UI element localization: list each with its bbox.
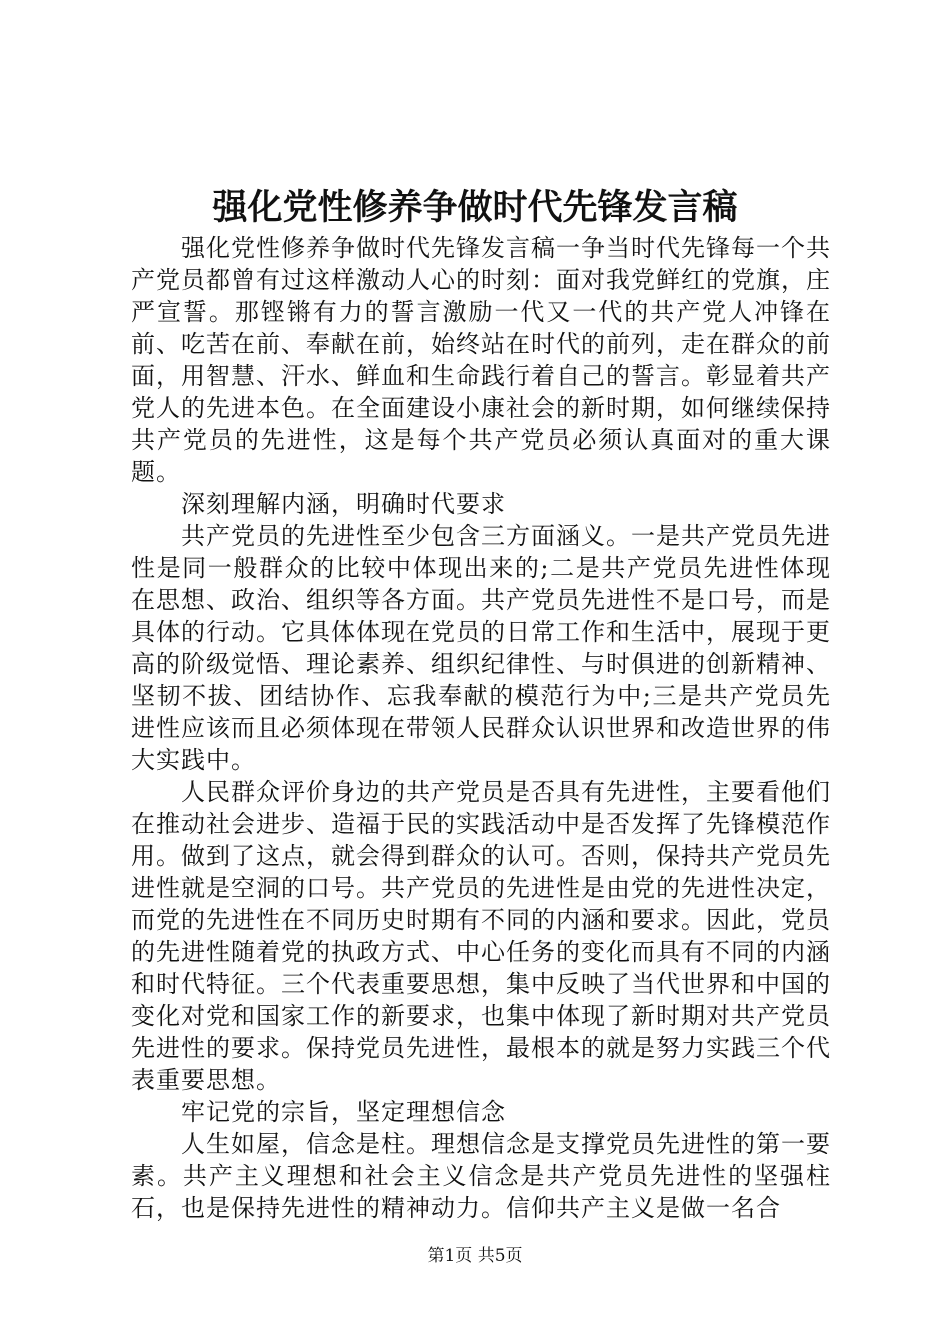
- document-body: [131, 232, 831, 1224]
- paragraph-belief: 人生如屋，信念是柱。理想信念是支撑党员先进性的第一要素。共产主义理想和社会主义信念是共产党员先进性的坚强柱石，也是保持先进性的精神动力。信仰共产主义是做一名合: [131, 1130, 831, 1222]
- paragraph-intro: 强化党性修养争做时代先锋发言稿一争当时代先锋每一个共产党员都曾有过这样激动人心的时刻：面对我党鲜红的党旗，庄严宣誓。那铿锵有力的誓言激励一代又一代的共产党人冲锋在前、吃苦在前、奉献在前，始终站在时代的前列，走在群众的前面，用智慧、汗水、鲜血和生命践行着自己的誓言。彰显着共产党人的先进本色。在全面建设小康社会的新时期，如何继续保持共产党员的先进性，这是每个共产党员必须认真面对的重大课题。: [131, 234, 831, 486]
- paragraph-three-aspects: 共产党员的先进性至少包含三方面涵义。一是共产党员先进性是同一般群众的比较中体现出来的;二是共产党员先进性体现在思想、政治、组织等各方面。共产党员先进性不是口号，而是具体的行动。它具体体现在党员的日常工作和生活中，展现于更高的阶级觉悟、理论素养、组织纪律性、与时俱进的创新精神、坚韧不拔、团结协作、忘我奉献的模范行为中;三是共产党员先进性应该而且必须体现在带领人民群众认识世界和改造世界的伟大实践中。: [131, 522, 831, 774]
- document-title: 强化党性修养争做时代先锋发言稿: [212, 187, 738, 228]
- section-heading-understand: 深刻理解内涵，明确时代要求: [181, 490, 506, 518]
- section-heading-purpose: 牢记党的宗旨，坚定理想信念: [181, 1098, 506, 1126]
- page-footer: 第1页 共5页: [427, 1246, 523, 1266]
- paragraph-people-evaluate: 人民群众评价身边的共产党员是否具有先进性，主要看他们在推动社会进步、造福于民的实践活动中是否发挥了先锋模范作用。做到了这点，就会得到群众的认可。否则，保持共产党员先进性就是空洞的口号。共产党员的先进性是由党的先进性决定，而党的先进性在不同历史时期有不同的内涵和要求。因此，党员的先进性随着党的执政方式、中心任务的变化而具有不同的内涵和时代特征。三个代表重要思想，集中反映了当代世界和中国的变化对党和国家工作的新要求，也集中体现了新时期对共产党员先进性的要求。保持党员先进性，最根本的就是努力实践三个代表重要思想。: [131, 778, 831, 1094]
